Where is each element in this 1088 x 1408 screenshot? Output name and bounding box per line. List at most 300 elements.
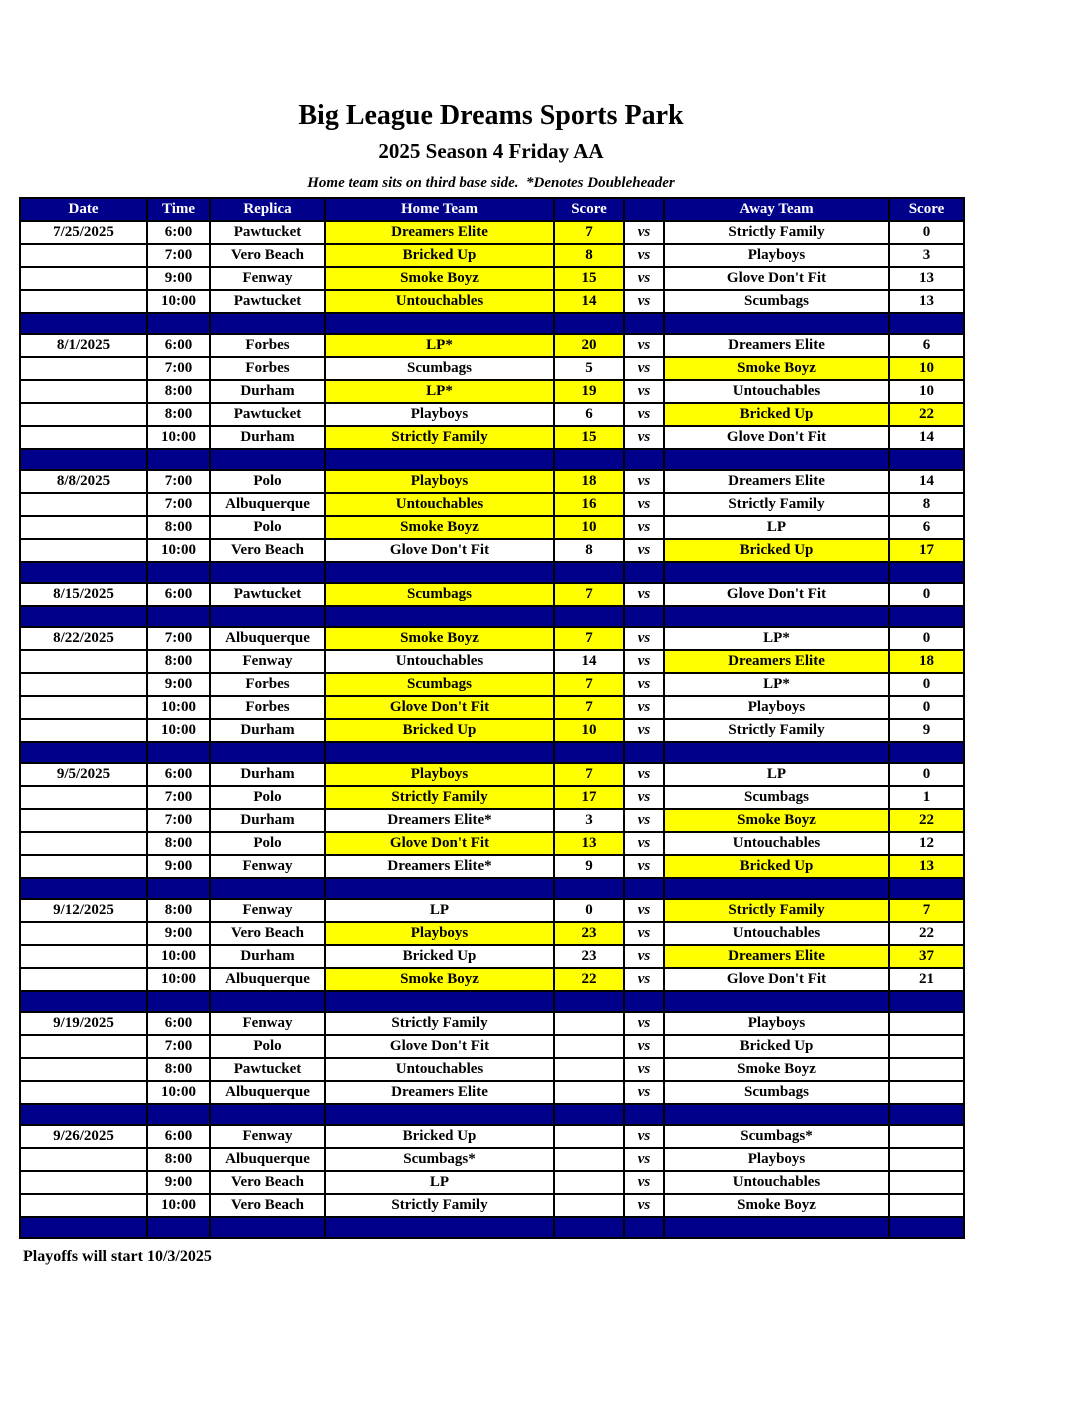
vs-cell: vs [624, 1035, 664, 1058]
replica-cell: Vero Beach [210, 1171, 325, 1194]
separator-cell [624, 562, 664, 583]
replica-cell: Forbes [210, 673, 325, 696]
vs-cell: vs [624, 968, 664, 991]
time-cell: 6:00 [147, 221, 210, 244]
separator-cell [889, 449, 964, 470]
home-score-cell: 16 [554, 493, 624, 516]
time-cell: 10:00 [147, 539, 210, 562]
vs-cell: vs [624, 1012, 664, 1035]
separator-cell [624, 991, 664, 1012]
vs-cell: vs [624, 290, 664, 313]
away-score-cell: 12 [889, 832, 964, 855]
vs-cell: vs [624, 650, 664, 673]
away-team-cell: Dreamers Elite [664, 650, 889, 673]
date-cell [20, 809, 147, 832]
separator-cell [325, 449, 554, 470]
replica-cell: Forbes [210, 334, 325, 357]
replica-cell: Fenway [210, 650, 325, 673]
separator-cell [147, 878, 210, 899]
home-team-cell: Strictly Family [325, 426, 554, 449]
away-team-cell: Scumbags [664, 786, 889, 809]
away-score-cell: 0 [889, 583, 964, 606]
separator-cell [147, 742, 210, 763]
date-cell [20, 539, 147, 562]
separator-cell [554, 878, 624, 899]
game-row [20, 516, 964, 539]
schedule-table [19, 197, 965, 1239]
date-cell [20, 1058, 147, 1081]
replica-cell: Vero Beach [210, 539, 325, 562]
away-score-cell [889, 1148, 964, 1171]
replica-cell: Vero Beach [210, 244, 325, 267]
home-score-cell: 14 [554, 290, 624, 313]
time-cell: 7:00 [147, 470, 210, 493]
home-score-cell: 7 [554, 696, 624, 719]
page-subtitle: 2025 Season 4 Friday AA [378, 139, 604, 163]
header-date: Date [20, 198, 147, 221]
home-score-cell: 7 [554, 221, 624, 244]
home-team-cell: LP* [325, 334, 554, 357]
replica-cell: Pawtucket [210, 1058, 325, 1081]
date-cell [20, 832, 147, 855]
home-score-cell: 7 [554, 763, 624, 786]
time-cell: 6:00 [147, 1012, 210, 1035]
time-cell: 7:00 [147, 627, 210, 650]
separator-cell [325, 1104, 554, 1125]
separator-cell [325, 606, 554, 627]
away-team-cell: LP* [664, 627, 889, 650]
home-team-cell: Untouchables [325, 1058, 554, 1081]
away-team-cell: Smoke Boyz [664, 1058, 889, 1081]
time-cell: 8:00 [147, 516, 210, 539]
home-team-cell: Scumbags [325, 583, 554, 606]
home-team-cell: Playboys [325, 922, 554, 945]
away-team-cell: Untouchables [664, 1171, 889, 1194]
separator-cell [889, 1217, 964, 1238]
time-cell: 8:00 [147, 380, 210, 403]
date-cell [20, 516, 147, 539]
game-row [20, 945, 964, 968]
header-time: Time [147, 198, 210, 221]
away-team-cell: Dreamers Elite [664, 334, 889, 357]
home-team-cell: Strictly Family [325, 1012, 554, 1035]
replica-cell: Durham [210, 809, 325, 832]
separator-cell [664, 878, 889, 899]
away-team-cell: Bricked Up [664, 855, 889, 878]
vs-cell: vs [624, 1171, 664, 1194]
vs-cell: vs [624, 493, 664, 516]
game-row [20, 267, 964, 290]
replica-cell: Fenway [210, 267, 325, 290]
date-cell [20, 244, 147, 267]
date-cell: 8/8/2025 [20, 470, 147, 493]
separator-cell [20, 742, 147, 763]
time-cell: 7:00 [147, 357, 210, 380]
game-row [20, 809, 964, 832]
separator-cell [624, 313, 664, 334]
home-team-cell: Bricked Up [325, 1125, 554, 1148]
time-cell: 10:00 [147, 945, 210, 968]
game-row [20, 650, 964, 673]
away-score-cell: 13 [889, 267, 964, 290]
date-cell [20, 1035, 147, 1058]
away-score-cell: 0 [889, 627, 964, 650]
vs-cell: vs [624, 539, 664, 562]
away-score-cell: 13 [889, 290, 964, 313]
game-row [20, 696, 964, 719]
vs-cell: vs [624, 334, 664, 357]
away-score-cell: 13 [889, 855, 964, 878]
vs-cell: vs [624, 899, 664, 922]
vs-cell: vs [624, 516, 664, 539]
vs-cell: vs [624, 1148, 664, 1171]
separator-cell [664, 991, 889, 1012]
separator-cell [20, 606, 147, 627]
vs-cell: vs [624, 357, 664, 380]
separator-cell [325, 562, 554, 583]
game-row [20, 673, 964, 696]
away-score-cell: 10 [889, 357, 964, 380]
separator-cell [325, 313, 554, 334]
time-cell: 7:00 [147, 809, 210, 832]
home-score-cell [554, 1012, 624, 1035]
separator-cell [210, 313, 325, 334]
home-team-cell: Untouchables [325, 650, 554, 673]
away-team-cell: Bricked Up [664, 1035, 889, 1058]
game-row [20, 627, 964, 650]
time-cell: 8:00 [147, 832, 210, 855]
game-row [20, 1058, 964, 1081]
separator-row [20, 742, 964, 763]
away-score-cell: 14 [889, 426, 964, 449]
away-team-cell: Untouchables [664, 922, 889, 945]
separator-cell [554, 1104, 624, 1125]
home-score-cell [554, 1194, 624, 1217]
separator-cell [20, 1104, 147, 1125]
game-row [20, 922, 964, 945]
separator-cell [147, 562, 210, 583]
separator-cell [147, 1104, 210, 1125]
vs-cell: vs [624, 832, 664, 855]
game-row [20, 786, 964, 809]
vs-cell: vs [624, 470, 664, 493]
away-team-cell: Bricked Up [664, 403, 889, 426]
away-score-cell: 22 [889, 809, 964, 832]
home-score-cell: 14 [554, 650, 624, 673]
away-team-cell: Scumbags* [664, 1125, 889, 1148]
date-cell [20, 493, 147, 516]
away-team-cell: Playboys [664, 696, 889, 719]
game-row [20, 221, 964, 244]
game-row [20, 899, 964, 922]
away-team-cell: Strictly Family [664, 493, 889, 516]
home-score-cell: 15 [554, 267, 624, 290]
home-score-cell: 5 [554, 357, 624, 380]
separator-cell [624, 606, 664, 627]
away-team-cell: Dreamers Elite [664, 470, 889, 493]
time-cell: 7:00 [147, 1035, 210, 1058]
game-row [20, 832, 964, 855]
separator-cell [210, 742, 325, 763]
home-score-cell: 9 [554, 855, 624, 878]
home-team-cell: Scumbags [325, 673, 554, 696]
home-score-cell: 6 [554, 403, 624, 426]
separator-cell [889, 313, 964, 334]
game-row [20, 380, 964, 403]
away-score-cell: 0 [889, 696, 964, 719]
home-score-cell [554, 1035, 624, 1058]
replica-cell: Polo [210, 1035, 325, 1058]
separator-cell [554, 562, 624, 583]
header-score: Score [554, 198, 624, 221]
replica-cell: Fenway [210, 855, 325, 878]
home-score-cell: 18 [554, 470, 624, 493]
away-score-cell: 22 [889, 922, 964, 945]
separator-cell [889, 606, 964, 627]
separator-cell [325, 878, 554, 899]
separator-cell [889, 991, 964, 1012]
home-team-cell: LP [325, 1171, 554, 1194]
home-score-cell [554, 1125, 624, 1148]
away-team-cell: Untouchables [664, 832, 889, 855]
home-team-cell: Dreamers Elite* [325, 855, 554, 878]
separator-cell [664, 1104, 889, 1125]
separator-cell [554, 1217, 624, 1238]
away-score-cell [889, 1081, 964, 1104]
separator-cell [624, 1104, 664, 1125]
time-cell: 9:00 [147, 267, 210, 290]
replica-cell: Fenway [210, 899, 325, 922]
home-team-cell: Smoke Boyz [325, 516, 554, 539]
home-team-cell: LP [325, 899, 554, 922]
away-team-cell: Strictly Family [664, 221, 889, 244]
page [19, 0, 963, 1266]
playoffs-note: Playoffs will start 10/3/2025 [23, 1248, 212, 1265]
vs-cell: vs [624, 855, 664, 878]
home-score-cell [554, 1058, 624, 1081]
vs-cell: vs [624, 221, 664, 244]
replica-cell: Fenway [210, 1012, 325, 1035]
game-row [20, 855, 964, 878]
replica-cell: Durham [210, 719, 325, 742]
home-team-cell: Glove Don't Fit [325, 832, 554, 855]
away-team-cell: Smoke Boyz [664, 809, 889, 832]
separator-cell [147, 991, 210, 1012]
table-header-row [20, 198, 964, 221]
game-row [20, 1148, 964, 1171]
time-cell: 8:00 [147, 899, 210, 922]
separator-cell [20, 1217, 147, 1238]
replica-cell: Durham [210, 426, 325, 449]
vs-cell: vs [624, 786, 664, 809]
vs-cell: vs [624, 426, 664, 449]
date-cell [20, 673, 147, 696]
separator-cell [20, 449, 147, 470]
separator-cell [325, 991, 554, 1012]
separator-cell [624, 742, 664, 763]
away-team-cell: Untouchables [664, 380, 889, 403]
home-score-cell: 17 [554, 786, 624, 809]
separator-cell [210, 606, 325, 627]
header-replica: Replica [210, 198, 325, 221]
date-cell: 9/12/2025 [20, 899, 147, 922]
home-team-cell: Dreamers Elite* [325, 809, 554, 832]
home-score-cell: 19 [554, 380, 624, 403]
separator-row [20, 313, 964, 334]
date-cell [20, 945, 147, 968]
home-score-cell: 8 [554, 539, 624, 562]
separator-row [20, 449, 964, 470]
home-score-cell: 7 [554, 673, 624, 696]
game-row [20, 1125, 964, 1148]
vs-cell: vs [624, 1125, 664, 1148]
separator-row [20, 1217, 964, 1238]
time-cell: 10:00 [147, 1081, 210, 1104]
replica-cell: Fenway [210, 1125, 325, 1148]
away-score-cell [889, 1035, 964, 1058]
separator-cell [624, 1217, 664, 1238]
away-score-cell [889, 1171, 964, 1194]
time-cell: 6:00 [147, 583, 210, 606]
replica-cell: Polo [210, 832, 325, 855]
away-team-cell: Smoke Boyz [664, 357, 889, 380]
home-score-cell: 7 [554, 583, 624, 606]
away-team-cell: Playboys [664, 244, 889, 267]
separator-cell [20, 878, 147, 899]
away-team-cell: LP [664, 516, 889, 539]
replica-cell: Durham [210, 763, 325, 786]
away-team-cell: Smoke Boyz [664, 1194, 889, 1217]
home-team-note: Home team sits on third base side. *Denotes Doubleheader [307, 175, 675, 191]
separator-cell [210, 449, 325, 470]
away-team-cell: Dreamers Elite [664, 945, 889, 968]
replica-cell: Pawtucket [210, 290, 325, 313]
separator-cell [554, 742, 624, 763]
replica-cell: Albuquerque [210, 968, 325, 991]
vs-cell: vs [624, 719, 664, 742]
replica-cell: Pawtucket [210, 221, 325, 244]
date-cell [20, 267, 147, 290]
replica-cell: Vero Beach [210, 1194, 325, 1217]
separator-cell [664, 1217, 889, 1238]
time-cell: 10:00 [147, 968, 210, 991]
date-cell: 7/25/2025 [20, 221, 147, 244]
date-cell [20, 786, 147, 809]
game-row [20, 1194, 964, 1217]
date-cell: 8/1/2025 [20, 334, 147, 357]
date-cell [20, 403, 147, 426]
vs-cell: vs [624, 673, 664, 696]
vs-cell: vs [624, 809, 664, 832]
replica-cell: Forbes [210, 357, 325, 380]
date-cell [20, 650, 147, 673]
separator-row [20, 1104, 964, 1125]
vs-cell: vs [624, 244, 664, 267]
date-cell: 8/22/2025 [20, 627, 147, 650]
home-score-cell [554, 1081, 624, 1104]
home-score-cell: 13 [554, 832, 624, 855]
separator-cell [325, 1217, 554, 1238]
game-row [20, 763, 964, 786]
vs-cell: vs [624, 627, 664, 650]
home-team-cell: Playboys [325, 763, 554, 786]
home-score-cell [554, 1171, 624, 1194]
away-team-cell: Playboys [664, 1148, 889, 1171]
date-cell [20, 855, 147, 878]
away-team-cell: Strictly Family [664, 899, 889, 922]
vs-cell: vs [624, 945, 664, 968]
page-title: Big League Dreams Sports Park [298, 100, 684, 131]
home-score-cell: 0 [554, 899, 624, 922]
separator-row [20, 562, 964, 583]
away-score-cell: 3 [889, 244, 964, 267]
replica-cell: Pawtucket [210, 403, 325, 426]
away-score-cell: 7 [889, 899, 964, 922]
replica-cell: Albuquerque [210, 1148, 325, 1171]
separator-cell [210, 562, 325, 583]
home-team-cell: Playboys [325, 403, 554, 426]
away-team-cell: Scumbags [664, 290, 889, 313]
game-row [20, 1081, 964, 1104]
time-cell: 9:00 [147, 922, 210, 945]
home-team-cell: Glove Don't Fit [325, 696, 554, 719]
date-cell [20, 719, 147, 742]
separator-cell [325, 742, 554, 763]
separator-row [20, 878, 964, 899]
header-vs [624, 198, 664, 221]
vs-cell: vs [624, 696, 664, 719]
game-row [20, 470, 964, 493]
time-cell: 8:00 [147, 1058, 210, 1081]
separator-cell [664, 606, 889, 627]
away-score-cell: 0 [889, 221, 964, 244]
vs-cell: vs [624, 583, 664, 606]
separator-cell [554, 449, 624, 470]
date-cell [20, 357, 147, 380]
separator-cell [889, 1104, 964, 1125]
home-score-cell: 3 [554, 809, 624, 832]
away-score-cell [889, 1194, 964, 1217]
away-team-cell: LP [664, 763, 889, 786]
game-row [20, 1171, 964, 1194]
time-cell: 10:00 [147, 1194, 210, 1217]
time-cell: 9:00 [147, 673, 210, 696]
separator-cell [147, 1217, 210, 1238]
home-score-cell: 10 [554, 719, 624, 742]
separator-row [20, 606, 964, 627]
game-row [20, 493, 964, 516]
separator-cell [147, 449, 210, 470]
time-cell: 10:00 [147, 696, 210, 719]
replica-cell: Polo [210, 516, 325, 539]
away-team-cell: Playboys [664, 1012, 889, 1035]
date-cell [20, 1081, 147, 1104]
home-team-cell: Scumbags [325, 357, 554, 380]
separator-cell [554, 991, 624, 1012]
home-team-cell: Smoke Boyz [325, 267, 554, 290]
away-score-cell [889, 1125, 964, 1148]
date-cell: 9/26/2025 [20, 1125, 147, 1148]
game-row [20, 290, 964, 313]
away-score-cell: 0 [889, 763, 964, 786]
replica-cell: Durham [210, 945, 325, 968]
date-cell [20, 1148, 147, 1171]
game-row [20, 968, 964, 991]
replica-cell: Pawtucket [210, 583, 325, 606]
separator-cell [889, 742, 964, 763]
replica-cell: Albuquerque [210, 493, 325, 516]
separator-cell [210, 878, 325, 899]
